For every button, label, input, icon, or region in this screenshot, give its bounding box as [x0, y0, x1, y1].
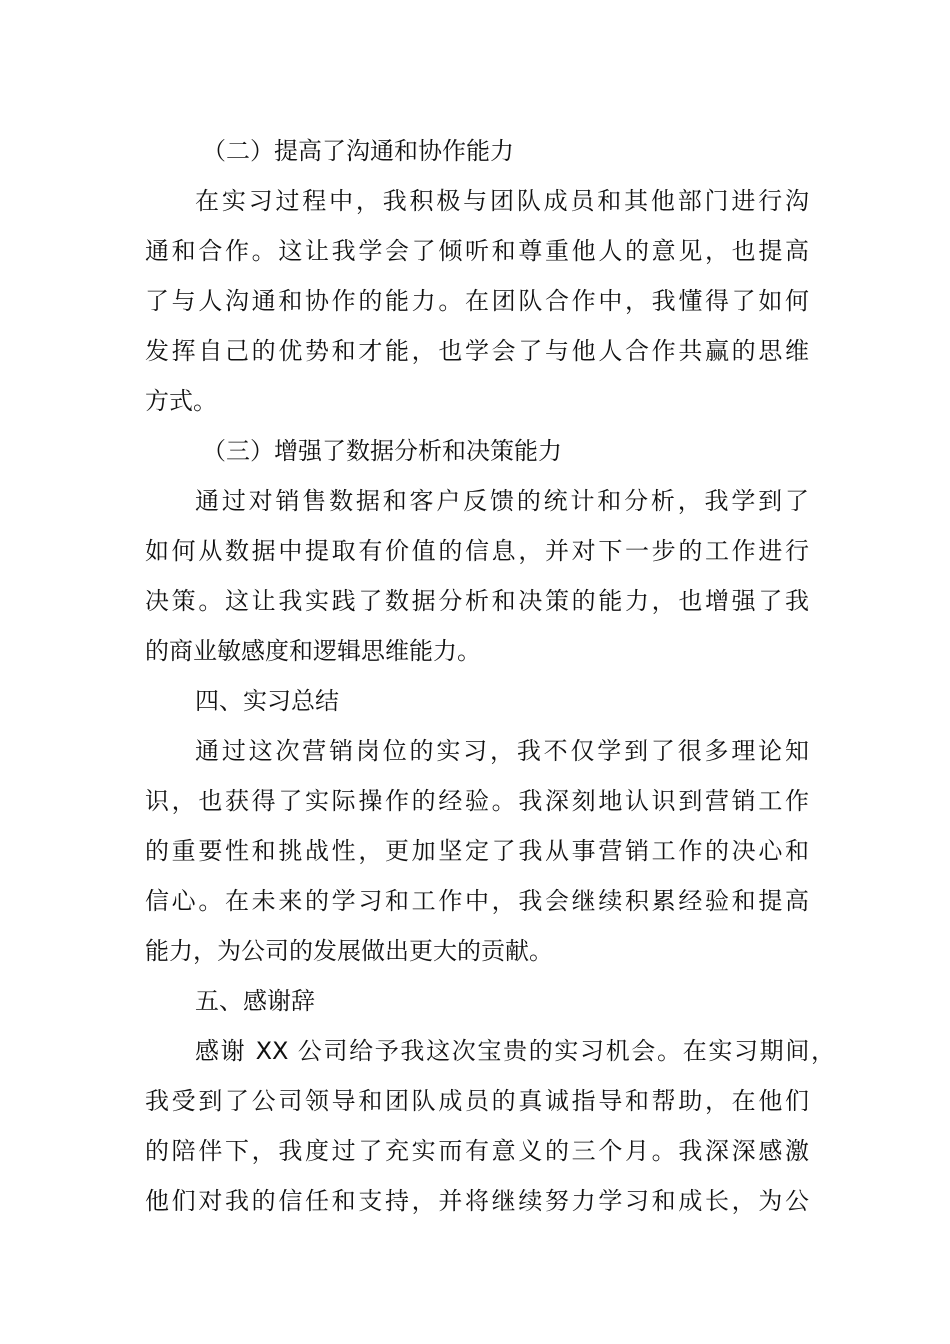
paragraph-summary: [145, 726, 809, 976]
paragraph-line: 的商业敏感度和逻辑思维能力。: [145, 637, 481, 665]
section-heading-data-analysis: （三）增强了数据分析和决策能力: [202, 437, 562, 465]
paragraph-line: 通过对销售数据和客户反馈的统计和分析，我学到了: [195, 487, 809, 515]
document-body: [145, 126, 835, 1226]
paragraph-line: 在实习过程中，我积极与团队成员和其他部门进行沟: [195, 187, 809, 215]
paragraph-line: 我受到了公司领导和团队成员的真诚指导和帮助，在他们: [145, 1087, 809, 1115]
paragraph-line: 的陪伴下，我度过了充实而有意义的三个月。我深深感激: [145, 1137, 809, 1165]
section-heading-summary: 四、实习总结: [195, 687, 339, 715]
paragraph-communication: [145, 176, 809, 426]
paragraph-data-analysis: [145, 476, 809, 676]
paragraph-line: 了与人沟通和协作的能力。在团队合作中，我懂得了如何: [145, 287, 809, 315]
paragraph-line: 通和合作。这让我学会了倾听和尊重他人的意见，也提高: [145, 237, 809, 265]
paragraph-line: 方式。: [145, 387, 217, 415]
paragraph-line: 感谢 XX 公司给予我这次宝贵的实习机会。在实习期间，: [195, 1037, 835, 1065]
section-heading-communication: （二）提高了沟通和协作能力: [202, 137, 514, 165]
paragraph-line: 信心。在未来的学习和工作中，我会继续积累经验和提高: [145, 887, 809, 915]
paragraph-line: 能力，为公司的发展做出更大的贡献。: [145, 937, 553, 965]
paragraph-line: 的重要性和挑战性，更加坚定了我从事营销工作的决心和: [145, 837, 809, 865]
paragraph-line: 发挥自己的优势和才能，也学会了与他人合作共赢的思维: [145, 337, 809, 365]
paragraph-line: 通过这次营销岗位的实习，我不仅学到了很多理论知: [195, 737, 809, 765]
paragraph-thanks: [145, 1026, 835, 1226]
paragraph-line: 识，也获得了实际操作的经验。我深刻地认识到营销工作: [145, 787, 809, 815]
paragraph-line: 决策。这让我实践了数据分析和决策的能力，也增强了我: [145, 587, 809, 615]
paragraph-line: 他们对我的信任和支持，并将继续努力学习和成长，为公: [145, 1187, 809, 1215]
paragraph-line: 如何从数据中提取有价值的信息，并对下一步的工作进行: [145, 537, 809, 565]
section-heading-thanks: 五、感谢辞: [195, 987, 315, 1015]
